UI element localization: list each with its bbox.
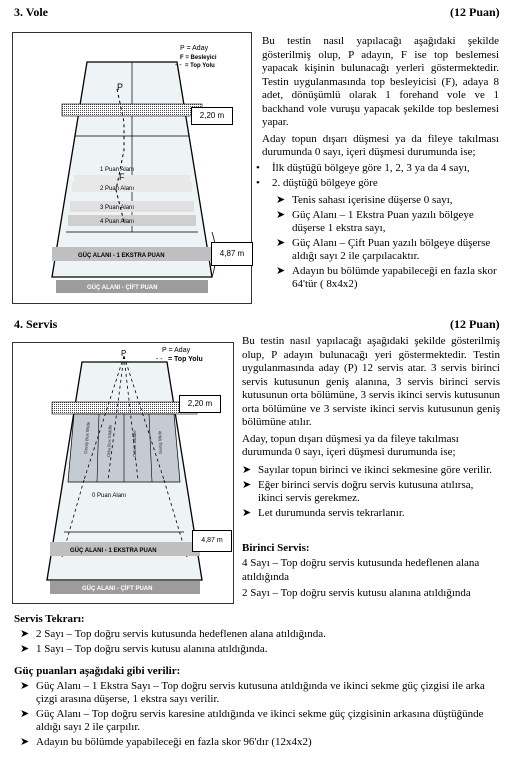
- vole-paragraph-2: Aday topun dışarı düşmesi ya da fileye takılması durumunda 0 sayı, içeri düşmesi durumunda ise;: [262, 132, 499, 158]
- box-label-4: Geniş Wide: [157, 430, 163, 455]
- power-points-heading: Güç puanları aşağıdaki gibi verilir:: [14, 665, 181, 677]
- vole-bullets: [250, 162, 500, 192]
- label-f: F: [119, 172, 125, 182]
- list-item-text: Let durumunda servis tekrarlanır.: [258, 507, 405, 519]
- servis-bullets: [236, 464, 498, 522]
- zone-3-label: 3 Puan Alanı: [100, 205, 135, 211]
- list-item: • İlk düştüğü bölgeye göre 1, 2, 3 ya da 4 sayı,: [256, 162, 470, 174]
- list-item-text: Sayılar topun birinci ve ikinci sekmesine göre verilir.: [258, 464, 492, 476]
- list-item-text: Adayın bu bölümde yapabileceği en fazla skor 96'dır (12x4x2): [36, 736, 312, 748]
- list-item: ➤ 1 Sayı – Top doğru servis kutusu alanına atıldığında.: [20, 643, 268, 655]
- list-item-text: 1 Sayı – Top doğru servis kutusu alanına atıldığında.: [36, 643, 268, 655]
- list-item: ➤ Let durumunda servis tekrarlanır.: [242, 507, 405, 519]
- list-item-text: 2. düştüğü bölgeye göre: [272, 177, 378, 189]
- legend-path-marker: - -: [156, 356, 163, 363]
- power-zone-2-label: GÜÇ ALANI - ÇİFT PUAN: [87, 285, 158, 291]
- list-item: • 2. düştüğü bölgeye göre: [256, 177, 378, 189]
- first-serve-heading: Birinci Servis:: [242, 542, 310, 554]
- list-item: ➤ Güç Alanı – 1 Ekstra Sayı – Top doğru servis kutusuna atıldığında ve ikinci sekme güç çizgisi ile arka çizgi arasına düşerse, 1 ekstra sayı verilir.: [20, 680, 485, 705]
- label-p: P: [121, 349, 127, 358]
- vole-subitems: [250, 194, 500, 293]
- list-item: ➤ Güç Alanı – 1 Ekstra Puan yazılı bölgeye düşerse 1 ekstra sayı,: [276, 209, 474, 234]
- list-item: ➤ Adayın bu bölümde yapabileceği en fazla skor 64'tür ( 8x4x2): [276, 265, 497, 290]
- legend-p: P = Aday: [180, 45, 209, 52]
- net: [62, 104, 202, 116]
- servis-court-diagram: [12, 342, 234, 604]
- legend-path: = Top Yolu: [168, 356, 203, 363]
- measure-net-height: [191, 107, 233, 125]
- serve-repeat-list: [14, 628, 504, 658]
- servis-paragraph-1: Bu testin nasıl yapılacağı aşağıdaki şekilde gösterilmiş olup, P adayın bulunacağı yeri göstermektedir. Testin uygulanmasında aday (P) 12 servis atar. 3 servis birinci servis kutusunun geniş alanına, 3 servis birinci servis kutusunun orta bölümüne, 3 servis ikinci servis kutusunun orta bölümüne ve 3 serviste ikinci servis kutusunun geniş bölümüne atılır.: [242, 335, 500, 428]
- power-points-list: [14, 680, 502, 751]
- list-item-text: Tenis sahası içerisine düşerse 0 sayı,: [292, 194, 453, 206]
- net: [52, 402, 197, 414]
- list-item: ➤ Tenis sahası içerisine düşerse 0 sayı,: [276, 194, 453, 206]
- measure-side-text: 4,87 m: [201, 537, 223, 544]
- list-item-text: Güç Alanı – 1 Ekstra Puan yazılı bölgeye düşerse 1 ekstra sayı,: [292, 209, 474, 234]
- servis-description: [242, 335, 500, 463]
- section-title-vole: 3. Vole: [14, 5, 49, 19]
- power-zone-1-label: GÜÇ ALANI - 1 EKSTRA PUAN: [78, 253, 165, 259]
- measure-side-text: 4,87 m: [219, 249, 245, 258]
- legend-path: = Top Yolu: [185, 63, 215, 69]
- label-p: P: [117, 82, 124, 92]
- measure-net-height-text: 2,20 m: [199, 111, 225, 120]
- section-points-servis: (12 Puan): [450, 317, 500, 331]
- measure-net-height: [179, 395, 221, 413]
- serve-repeat-heading: Servis Tekrarı:: [14, 613, 85, 625]
- list-item-text: Güç Alanı – Top doğru servis karesine atıldığında ve ikinci sekme güç çizgisinin arkasına düştüğünde aldığı sayı 2 ile çarpılır.: [36, 708, 484, 733]
- section-title-servis: 4. Servis: [14, 317, 58, 331]
- zone-4-label: 4 Puan Alanı: [100, 219, 135, 225]
- power-zone-2-label: GÜÇ ALANI - ÇİFT PUAN: [82, 586, 153, 592]
- list-item-text: Güç Alanı – 1 Ekstra Sayı – Top doğru servis kutusuna atıldığında ve ikinci sekme güç çizgisi ile arka çizgi arasına düşerse, 1 ekstra sayı verilir.: [36, 680, 485, 705]
- measure-side: [211, 242, 253, 266]
- first-serve-line: 2 Sayı – Top doğru servis kutusu alanına atıldığında: [242, 587, 471, 599]
- list-item: ➤ Adayın bu bölümde yapabileceği en fazla skor 96'dır (12x4x2): [20, 736, 312, 748]
- section-points-vole: (12 Puan): [450, 5, 500, 19]
- vole-paragraph-1: Bu testin nasıl yapılacağı aşağıdaki şekilde gösterilmiş olup, P adayın, F ise top beslemesi yapacak kişinin bulunacağı yerleri göstermektedir. Testin uygulanmasında top besleyicisi (F), adaya 8 adet, dönüşümlü olarak 1 forehand vole ve 1 backhand vole vuruşu yapacak şekilde top beslemesi yapar.: [262, 35, 499, 128]
- first-serve-line: 4 Sayı – Top doğru servis kutusunda hedeflenen alana atıldığında: [242, 557, 480, 583]
- list-item: ➤ Sayılar topun birinci ve ikinci sekmesine göre verilir.: [242, 464, 492, 476]
- legend-p: P = Aday: [162, 347, 191, 354]
- power-zone-1-label: GÜÇ ALANI - 1 EKSTRA PUAN: [70, 548, 157, 554]
- list-item-text: Adayın bu bölümde yapabileceği en fazla skor 64'tür ( 8x4x2): [292, 265, 497, 290]
- legend-path-marker: - -: [175, 62, 182, 69]
- zone-0-label: 0 Puan Alanı: [92, 493, 127, 499]
- list-item: ➤ Güç Alanı – Çift Puan yazılı bölgeye düşerse aldığı sayı 2 ile çarpılacaktır.: [276, 237, 491, 262]
- list-item: ➤ 2 Sayı – Top doğru servis kutusunda hedeflenen alana atıldığında.: [20, 628, 326, 640]
- first-serve-lines: [242, 557, 500, 604]
- measure-side: [192, 530, 232, 552]
- list-item-text: İlk düştüğü bölgeye göre 1, 2, 3 ya da 4 sayı,: [272, 162, 470, 174]
- vole-description: [262, 35, 499, 163]
- box-label-2: Orta Box Middle: [106, 424, 113, 458]
- box-label-3: Ortası Middle: [132, 430, 137, 457]
- legend-f: F = Besleyici: [180, 55, 217, 61]
- zone-1-label: 1 Puan Alanı: [100, 167, 135, 173]
- list-item: ➤ Eğer birinci servis doğru servis kutusuna atılırsa, ikinci servis gerekmez.: [242, 479, 474, 504]
- list-item-text: 2 Sayı – Top doğru servis kutusunda hedeflenen alana atıldığında.: [36, 628, 326, 640]
- zone-2-label: 2 Puan Alanı: [100, 186, 135, 192]
- servis-paragraph-2: Aday, topun dışarı düşmesi ya da fileye takılması durumunda 0 sayı, içeri düşmesi durumunda ise;: [242, 432, 459, 458]
- list-item-text: Eğer birinci servis doğru servis kutusuna atılırsa, ikinci servis gerekmez.: [258, 479, 474, 504]
- measure-net-height-text: 2,20 m: [187, 399, 213, 408]
- box-label-1: Geniş Box Wide: [83, 421, 91, 455]
- list-item: ➤ Güç Alanı – Top doğru servis karesine atıldığında ve ikinci sekme güç çizgisinin arkasına düştüğünde aldığı sayı 2 ile çarpılır.: [20, 708, 484, 733]
- list-item-text: Güç Alanı – Çift Puan yazılı bölgeye düşerse aldığı sayı 2 ile çarpılacaktır.: [292, 237, 491, 262]
